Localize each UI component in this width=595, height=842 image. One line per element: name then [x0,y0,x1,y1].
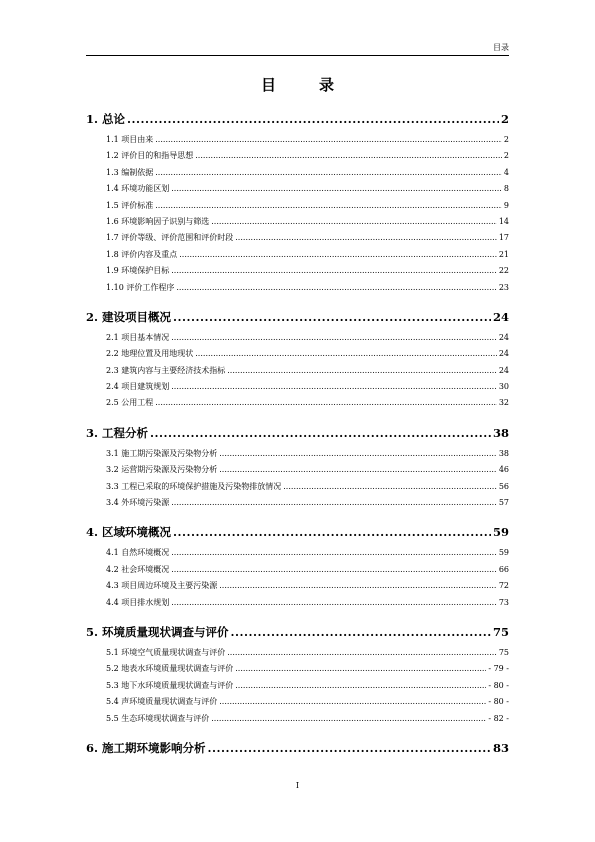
toc-entry-page: 2 [500,112,509,126]
toc-section-entry[interactable] [86,711,509,727]
toc-section-entry[interactable] [86,462,509,478]
toc-entry-label: 1.9 环境保护目标 [106,266,170,276]
toc-leader-dots [176,280,496,296]
toc-leader-dots [179,247,497,263]
toc-entry-label: 1.7 评价等级、评价范围和评价时段 [106,233,234,243]
toc-entry-label: 3.1 施工期污染源及污染物分析 [106,448,218,458]
toc-entry-label: 1.10 评价工作程序 [106,282,175,292]
toc-entry-page: 38 [498,448,509,458]
toc-entry-page: 38 [492,425,509,440]
toc-entry-page: 57 [498,498,509,508]
toc-leader-dots [155,395,497,411]
toc-leader-dots [171,562,497,578]
toc-entry-label: 4.1 自然环境概况 [106,548,170,558]
toc-entry-label: 1.2 评价目的和指导思想 [106,151,194,161]
toc-entry-page: 75 [498,647,509,657]
toc-leader-dots [127,106,499,132]
toc-section-entry[interactable] [86,678,509,694]
toc-chapter-entry[interactable] [86,420,509,446]
toc-entry-label: 2.1 项目基本情况 [106,332,170,342]
toc-entry-page: 14 [498,216,509,226]
toc-leader-dots [227,363,497,379]
toc-leader-dots [211,214,497,230]
toc-entry-label: 6. 施工期环境影响分析 [86,740,206,755]
toc-entry-label: 1.3 编制依据 [106,167,154,177]
toc-entry-label: 1.1 项目由来 [106,135,154,144]
toc-chapter-entry[interactable] [86,304,509,330]
toc-section-entry[interactable] [86,379,509,395]
toc-section-entry[interactable] [86,198,509,214]
toc-spacer [86,611,509,617]
toc-entry-page: 21 [498,249,509,259]
toc-spacer [86,511,509,517]
toc-entry-page: 83 [492,740,509,755]
toc-entry-page: 8 [503,184,509,194]
toc-section-entry[interactable] [86,694,509,710]
toc-chapter-entry[interactable] [86,619,509,645]
toc-leader-dots [173,304,491,330]
toc-section-entry[interactable] [86,214,509,230]
toc-leader-dots [219,578,497,594]
toc-entry-page: 59 [492,525,509,540]
toc-leader-dots [219,694,486,710]
toc-section-entry[interactable] [86,661,509,677]
toc-chapter-entry[interactable] [86,106,509,132]
toc-entry-page: 9 [503,200,509,210]
toc-leader-dots [195,148,502,164]
toc-leader-dots [211,711,486,727]
toc-section-entry[interactable] [86,346,509,362]
toc-leader-dots [195,346,497,362]
toc-leader-dots [235,661,486,677]
toc-section-entry[interactable] [86,595,509,611]
toc-entry-page: 4 [503,167,509,177]
toc-entry-page: 59 [498,548,509,558]
toc-leader-dots [155,165,502,181]
toc-entry-page: 72 [498,581,509,591]
toc-entry-page: - 80 - [488,697,509,707]
toc-entry-label: 5.4 声环境质量现状调查与评价 [106,697,218,707]
toc-chapter-entry[interactable] [86,519,509,545]
toc-entry-page: 30 [498,382,509,392]
toc-leader-dots [155,132,502,148]
toc-spacer [86,727,509,733]
toc-leader-dots [171,330,497,346]
toc-entry-label: 1.4 环境功能区划 [106,184,170,194]
toc-entry-label: 3.2 运营期污染源及污染物分析 [106,465,218,475]
toc-entry-page: - 80 - [488,680,509,690]
toc-entry-label: 2.2 地理位置及用地现状 [106,349,194,359]
toc-entry-page: 56 [498,481,509,491]
toc-entry-label: 5.2 地表水环境质量现状调查与评价 [106,664,234,674]
toc-section-entry[interactable] [86,395,509,411]
toc-entry-page: 23 [498,282,509,292]
toc-leader-dots [173,519,491,545]
toc-entry-page: 46 [498,465,509,475]
toc-leader-dots [171,263,497,279]
toc-entry-page: 32 [498,398,509,408]
toc-entry-page: 73 [498,597,509,607]
toc-section-entry[interactable] [86,495,509,511]
toc-section-entry[interactable] [86,230,509,246]
toc-entry-page: 24 [492,309,509,324]
toc-section-entry[interactable] [86,446,509,462]
toc-entry-page: 2 [503,151,509,161]
toc-leader-dots [171,379,497,395]
toc-entry-label: 5. 环境质量现状调查与评价 [86,624,229,639]
page-header-label: 目录 [493,43,509,52]
toc-entry-label: 4.3 项目周边环境及主要污染源 [106,581,218,591]
toc-section-entry[interactable] [86,165,509,181]
toc-section-entry[interactable] [86,578,509,594]
toc-entry-label: 1.5 评价标准 [106,200,154,210]
toc-entry-page: 24 [498,332,509,342]
toc-spacer [86,412,509,418]
toc-entry-label: 3.4 外环境污染源 [106,498,170,508]
toc-entry-page: 24 [498,349,509,359]
toc-chapter-entry[interactable] [86,735,509,761]
toc-section-entry[interactable] [86,545,509,561]
toc-leader-dots [208,735,491,761]
toc-section-entry[interactable] [86,562,509,578]
toc-entry-label: 3. 工程分析 [86,425,149,440]
toc-leader-dots [235,678,486,694]
toc-entry-label: 4.4 项目排水规划 [106,597,170,607]
toc-entry-label: 5.5 生态环境现状调查与评价 [106,713,210,723]
toc-section-entry[interactable] [86,479,509,495]
toc-section-entry[interactable] [86,330,509,346]
toc-leader-dots [171,181,502,197]
toc-section-entry[interactable] [86,148,509,164]
toc-entry-page: 24 [498,365,509,375]
toc-leader-dots [231,619,491,645]
toc-entry-label: 5.1 环境空气质量现状调查与评价 [106,647,226,657]
toc-entry-label: 2.4 项目建筑规划 [106,382,170,392]
toc-entry-label: 1.6 环境影响因子识别与筛选 [106,216,210,226]
toc-entry-page: 66 [498,564,509,574]
toc-leader-dots [171,545,497,561]
toc-leader-dots [155,198,502,214]
document-title: 目 录 [260,76,348,94]
page-number: I [295,781,300,790]
toc-entry-label: 2.5 公用工程 [106,398,154,408]
toc-entry-label: 5.3 地下水环境质量现状调查与评价 [106,680,234,690]
toc-leader-dots [235,230,497,246]
header-rule [86,55,509,56]
toc-entry-page: - 79 - [488,664,509,674]
toc-section-entry[interactable] [86,263,509,279]
toc-leader-dots [171,595,497,611]
toc-section-entry[interactable] [86,247,509,263]
toc-entry-page: - 82 - [488,713,509,723]
toc-entry-label: 1. 总论 [86,112,126,126]
toc-entry-label: 1.8 评价内容及重点 [106,249,178,259]
toc-entry-page: 2 [503,135,509,144]
toc-leader-dots [219,462,497,478]
table-of-contents [86,104,509,761]
toc-leader-dots [219,446,497,462]
toc-section-entry[interactable] [86,363,509,379]
toc-entry-label: 2. 建设项目概况 [86,309,172,324]
toc-entry-label: 3.3 工程已采取的环境保护措施及污染物排放情况 [106,481,282,491]
toc-spacer [86,296,509,302]
toc-section-entry[interactable] [86,181,509,197]
toc-entry-label: 4.2 社会环境概况 [106,564,170,574]
toc-entry-label: 4. 区域环境概况 [86,525,172,540]
toc-leader-dots [283,479,497,495]
toc-entry-label: 2.3 建筑内容与主要经济技术指标 [106,365,226,375]
toc-entry-page: 75 [492,624,509,639]
toc-leader-dots [227,645,497,661]
toc-section-entry[interactable] [86,645,509,661]
toc-entry-page: 22 [498,266,509,276]
toc-section-entry[interactable] [86,280,509,296]
toc-entry-page: 17 [498,233,509,243]
toc-leader-dots [150,420,491,446]
toc-leader-dots [171,495,497,511]
toc-section-entry[interactable] [86,132,509,148]
